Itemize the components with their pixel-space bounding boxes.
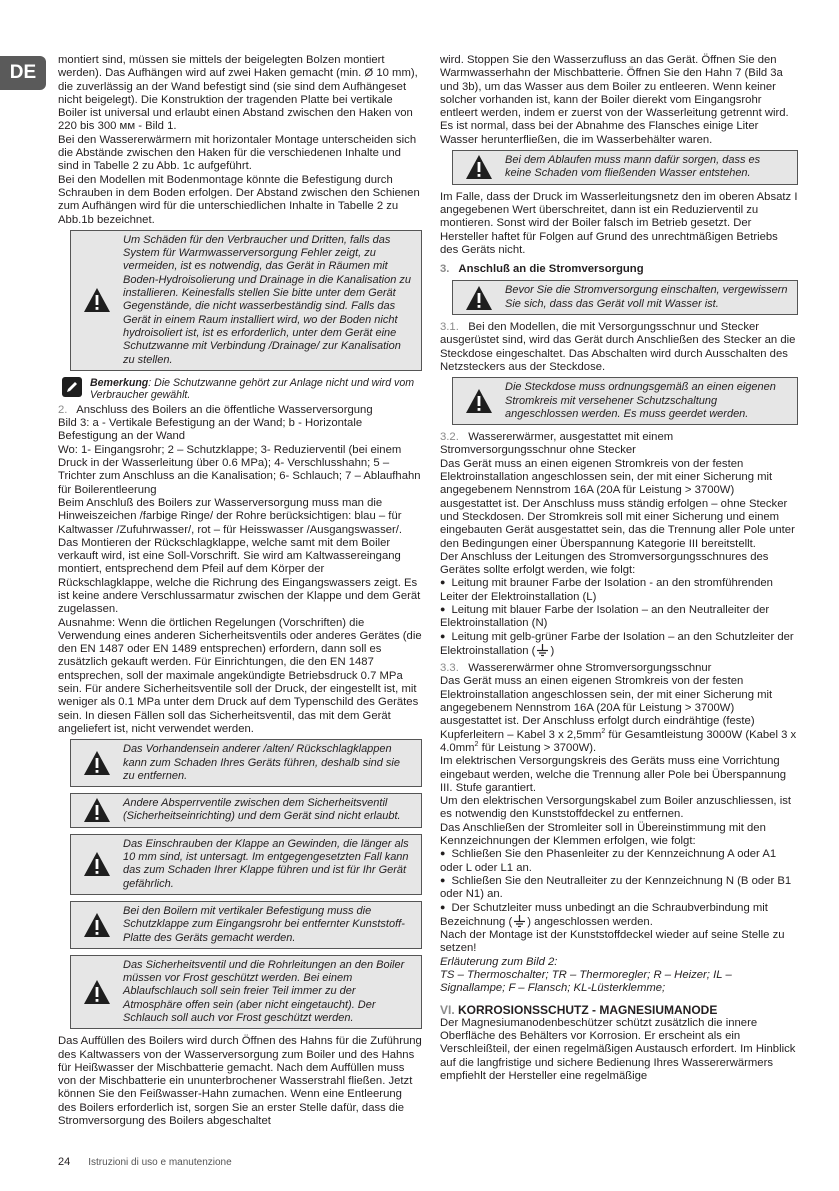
paragraph: Im Falle, dass der Druck im Wasserleitungsnetz den im oberen Absatz I angegebenen Wert überschreitet, dann ist ein Reduzierventil zu montieren. Sonst wird der Boiler falsch im Betrieb gesetzt. Der Hersteller haftet für Folgen auf Grund des unrechtmäßigen Betriebs des Geräts nicht. (440, 190, 798, 256)
list-item-text: ) angeschlossen werden. (527, 915, 653, 928)
warning-note (452, 280, 798, 315)
warning-icon (465, 285, 493, 311)
subsection-title: Wassererwärmer ohne Stromversorgungsschnur (468, 662, 712, 675)
paragraph: wird. Stoppen Sie den Wasserzufluss an das Gerät. Öffnen Sie den Warmwasserhahn der Mischbatterie. Öffnen Sie den Hahn 7 (Bild 3a und 3b), um das Wasser aus dem Boiler zu entleeren. Wenn keiner solcher vorhanden ist, kann der Boiler dierekt vom Eingangsrohr entleert werden, indem er zuerst von der Wasserleitung getrennt wird. Es ist normal, dass bei der Abnahme des Flansches einige Liter Wasser herunterfließen, die im Wasserbehälter waren. (440, 54, 789, 146)
language-tab: DE (0, 56, 46, 90)
paragraph: Beim Anschluß des Boilers zur Wasserversorgung muss man die Hinweiszeichen /farbige Ringe/ der Rohre berücksichtigen: blau – für Kaltwasser /Zufuhrwasser/, rot – für Heisswasser /Ausgangswasser/. (58, 496, 403, 536)
warning-note (70, 739, 422, 787)
ground-icon (535, 644, 550, 657)
right-column (440, 54, 798, 1083)
legend-title: Erläuterung zum Bild 2: (440, 955, 558, 968)
warning-icon (83, 797, 111, 823)
section-number: 3.3. (440, 662, 459, 675)
warning-note (70, 955, 422, 1029)
list-item: ● Schließen Sie den Neutralleiter zu der Kennzeichnung N (B oder B1 oder N1) an. (440, 875, 798, 902)
warning-note (70, 793, 422, 828)
left-column (58, 54, 422, 1128)
section-title: Anschluss des Boilers an die öffentliche Wasserversorgung (76, 403, 373, 416)
remark-text: : Die Schutzwanne gehört zur Anlage nicht und wird vom Verbraucher gewählt. (90, 376, 415, 402)
paragraph: Der Anschluss der Leitungen des Stromversorgungsschnures des Gerätes sollte erfolgt werden, wie folgt: (440, 550, 769, 577)
warning-text: Um Schäden für den Verbraucher und Dritten, falls das System für Warmwasserversorgung Fehler zeigt, zu vermeiden, ist es notwendig, das Gerät in Räumen mit Boden-Hydroisolierung und Drainage in die Kanalisation zu installieren. Keinesfalls stellen Sie bitte unter dem Gerät Gegenstände, die nicht wasserbeständig sind. Falls das Gerät in einem Raum installiert wird, wo der Boden nicht hydroisoliert ist, ist es erforderlich, unter dem Gerät eine Schutzwanne mit Verbindung /Drainage/ zur Kanalisation zu stellen. (123, 233, 412, 366)
paragraph: Wo: 1- Eingangsrohr; 2 – Schutzklappe; 3- Reduzierventil (bei einem Druck in der Wasserleitung über 0.6 MPa); 4- Verschlusshahn; 5 – Trichter zum Anschluss an die Kanalisation; 6- Schlauch; 7 – Ablaufhahn für Boilerentleerung (58, 443, 421, 496)
warning-icon (83, 750, 111, 776)
page-footer (58, 1156, 232, 1168)
warning-text: Das Vorhandensein anderer /alten/ Rückschlagklappen kann zum Schaden Ihres Geräts führen, deshalb sind sie zu entfernen. (123, 743, 400, 782)
warning-note (452, 377, 798, 425)
warning-text: Das Sicherheitsventil und die Rohrleitungen an den Boiler müssen vor Frost geschützt werden. Bei einem Ablaufschlauch soll sein freier Teil immer zu der Atmosphäre offen sein (aber nicht eingetaucht). Der Schlauch soll auch vor Frost geschützt werden. (123, 958, 405, 1024)
paragraph: Das Gerät muss an einen eigenen Stromkreis von der festen Elektroinstallation angeschlossen sein, der mit einer Sicherung mit angegebenem Nennstrom 16A (20A für Leistung > 3700W) ausgestattet ist. Der Anschluss muss ständig erfolgen – ohne Stecker und Steckdosen. Der Stromkreis soll mit einer Sicherung und einem eingebauten Gerät ausgestattet sein, das die Trennung aller Pole unter den Bedingungen einer Überspannung Kategorie III bereitstellt. (440, 457, 795, 550)
chapter-heading (440, 1004, 798, 1017)
ground-icon (512, 915, 527, 928)
subsection (440, 321, 798, 374)
list-item: ● Schließen Sie den Phasenleiter zu der Kennzeichnung A oder A1 oder L oder L1 an. (440, 848, 798, 875)
warning-icon (83, 979, 111, 1005)
remark-label: Bemerkung (90, 376, 149, 389)
paragraph: Bei den Modellen mit Bodenmontage könnte die Befestigung durch Schrauben in dem Boden erfolgen. Der Abstand zwischen den Schienen zum Aufhängen wird für die unterschiedlichen Inhalte in Tabelle 2 zu Abb.1b bezeichnet. (58, 173, 420, 226)
list-item-text: ) (550, 644, 555, 657)
pencil-icon (62, 377, 82, 397)
subsection-heading (440, 662, 798, 675)
section-number: 2. (58, 403, 68, 416)
text-run: für Leistung > 3700W). (478, 741, 597, 754)
section-number: 3.2. (440, 431, 459, 444)
warning-icon (83, 912, 111, 938)
paragraph: Nach der Montage ist der Kunststoffdeckel wieder auf seine Stelle zu setzen! (440, 929, 785, 955)
chapter-number: VI. (440, 1002, 455, 1017)
text-run: für Gesamtleistung 3000W (Kabel 3 x 4.0mm (440, 728, 797, 754)
paragraph: Das Anschließen der Stromleiter soll in Übereinstimmung mit den Kennzeichnungen der Klemmen erfolgen, wie folgt: (440, 821, 766, 848)
section-number: 3. (440, 263, 450, 276)
warning-icon (465, 388, 493, 414)
warning-note (70, 901, 422, 949)
list-item-text: Der Schutzleiter muss unbedingt an die Schraubverbindung mit Bezeichnung ( (440, 901, 768, 928)
section-number: 3.1. (440, 321, 459, 334)
section-heading (58, 404, 422, 417)
list-item-text: Leitung mit gelb-grüner Farbe der Isolation – an den Schutzleiter der Elektroinstallation ( (440, 630, 794, 657)
paragraph: Bild 3: a - Vertikale Befestigung an der Wand; b - Horizontale Befestigung an der Wand (58, 417, 363, 443)
warning-text: Die Steckdose muss ordnungsgemäß an einen eigenen Stromkreis mit versehener Schutzschaltung angeschlossen werden. Es muss geerdet werden. (505, 381, 776, 420)
warning-note (452, 150, 798, 185)
list-item: ● Leitung mit blauer Farbe der Isolation – an den Neutralleiter der Elektroinstallation (N) (440, 604, 798, 631)
paragraph: Um den elektrischen Versorgungskabel zum Boiler anzuschliessen, ist es notwendig den Kunststoffdeckel zu entfernen. (440, 795, 792, 821)
warning-text: Bevor Sie die Stromversorgung einschalten, vergewissern Sie sich, dass das Gerät voll mit Wasser ist. (505, 284, 788, 310)
warning-text: Das Einschrauben der Klappe an Gewinden, die länger als 10 mm sind, ist untersagt. Im entgegengesetzten Fall kann das zum Schaden Ihrer Klappe führen und ist für Ihr Gerät gefährlich. (123, 837, 409, 890)
warning-icon (465, 154, 493, 180)
legend-text: TS – Thermoschalter; TR – Thermoregler; R – Heizer; IL – Signallampe; F – Flansch; KL-Lüsterklemme; (440, 969, 732, 995)
superscript: 2 (601, 727, 606, 735)
section-title: Anschluß an die Stromversorgung (458, 263, 644, 276)
warning-text: Bei dem Ablaufen muss mann dafür sorgen, dass es keine Schaden vom fließenden Wasser entstehen. (505, 154, 761, 180)
superscript: 2 (474, 741, 479, 749)
warning-note (70, 230, 422, 371)
paragraph (440, 675, 798, 755)
warning-note (70, 834, 422, 895)
paragraph: montiert sind, müssen sie mittels der beigelegten Bolzen montiert werden). Das Aufhängen wird auf zwei Haken gemacht (min. Ø 10 mm), die zuverlässig an der Wand befestigt sind (sie sind dem Aufhängeset nicht beigelegt). Die Konstruktion der tragenden Platte bei vertikale Boiler ist universal und erlaubt einen Abstand zwischen den Haken von 220 bis 300 мм - Bild 1. (58, 54, 418, 133)
remark-note (58, 377, 422, 402)
page-number: 24 (58, 1156, 71, 1168)
text-run: Das Gerät muss an einen eigenen Stromkreis von der festen Elektroinstallation angeschlossen sein, der mit einer Sicherung mit angegebenem Nennstrom 16A (20A für Leistung > 3700W) ausgestattet ist. Der Anschluss erfolgt durch eindrähtige (feste) Kupferleitern – Kabel 3 x 2,5mm (440, 675, 773, 741)
paragraph: Der Magnesiumanodenbeschützer schützt zusätzlich die innere Oberfläche des Behälters vor Korrosion. Er erscheint als ein Verschleißteil, der einen regelmäßigen Austausch erfordert. Im Hinblick auf die langfristige und sichere Bedienung Ihres Wassererwärmers empfiehlt der Hersteller eine regelmäßige (440, 1016, 796, 1083)
list-item: ● Leitung mit brauner Farbe der Isolation - an den stromführenden Leiter der Elektroinstallation (L) (440, 577, 798, 604)
subsection-heading (440, 431, 798, 458)
section-heading (440, 263, 798, 276)
paragraph: Das Auffüllen des Boilers wird durch Öffnen des Hahns für die Zuführung des Kaltwassers von der Wasserversorgung zum Boiler und des Hahns für Heißwasser der Mischbatterie gemacht. Nach dem Auffüllen muss von der Mischbatterie ein ununterbrochener Wasserstrahl fließen. Jetzt können Sie den Feißwasser-Hahn zumachen. Wenn eine Entleerung des Boilers erforderlich ist, sorgen Sie an erster Stelle dafür, dass die Stromversorgung des Boilers abgeschaltet (58, 1035, 422, 1128)
subsection-text: Bei den Modellen, die mit Versorgungsschnur und Stecker ausgerüstet sind, wird das Gerät durch Anschließen des Stecker an die Steckdose eingeschaltet. Das Abschalten wird durch Ausschalten des Netzsteckers aus der Steckdose. (440, 321, 796, 373)
paragraph: Das Montieren der Rückschlagklappe, welche samt mit dem Boiler verkauft wird, ist eine Soll-Vorschrift. Sie wird am Kaltwassereingang montiert, entsprechend dem Pfeil auf dem Körper der Rückschlagklappe, welche die Richrung des Eingangswassers zeigt. Es ist keine andere Verschlussarmatur zwischen der Klappe und dem Gerät zugelassen. (58, 536, 421, 616)
footer-title: Istruzioni di uso e manutenzione (88, 1157, 232, 1168)
warning-icon (83, 851, 111, 877)
paragraph: Im elektrischen Versorgungskreis des Geräts muss eine Vorrichtung eingebaut werden, welche die Trennung aller Pole bei Überspannung III. Stufe garantiert. (440, 755, 787, 794)
warning-text: Andere Absperrventile zwischen dem Sicherheitsventil (Sicherheitseinrichting) und dem Gerät sind nicht erlaubt. (123, 797, 401, 823)
subsection-title: Wassererwärmer, ausgestattet mit einem Stromversorgungsschnur ohne Stecker (440, 431, 674, 457)
list-item (440, 631, 798, 659)
list-item (440, 902, 798, 930)
paragraph: Bei den Wassererwärmern mit horizontaler Montage unterscheiden sich die Abstände zwischen den Haken für die verschiedenen Inhalte und sind in Tabelle 2 zu Abb. 1c aufgeführt. (58, 133, 417, 173)
warning-icon (83, 287, 111, 313)
chapter-title: KORROSIONSSCHUTZ - MAGNESIUMANODE (458, 1002, 718, 1017)
paragraph: Ausnahme: Wenn die örtlichen Regelungen (Vorschriften) die Verwendung eines anderen Sicherheitsventils oder anderes Gerätes (die den EN 1487 oder EN 1489 entsprechen) erfordern, dann soll es zusätzlich gekauft werden. Für Einrichtungen, die den EN 1487 entsprechen, soll der maximale angekündigte Betriebsdruck 0.7 MPa sein. Für andere Sicherheitsventile soll der Druck, der eingestellt ist, mit weniger als 0.1 MPa unter dem Druck auf dem Typenschild des Gerätes sein. In diesen Fällen soll das Sicherheitsventil, das mit dem Gerät angeliefert ist, nicht verwendet werden. (58, 616, 422, 735)
warning-text: Bei den Boilern mit vertikaler Befestigung muss die Schutzklappe zum Eingangsrohr bei entfernter Kunststoff-Platte des Geräts gemacht werden. (123, 904, 405, 944)
